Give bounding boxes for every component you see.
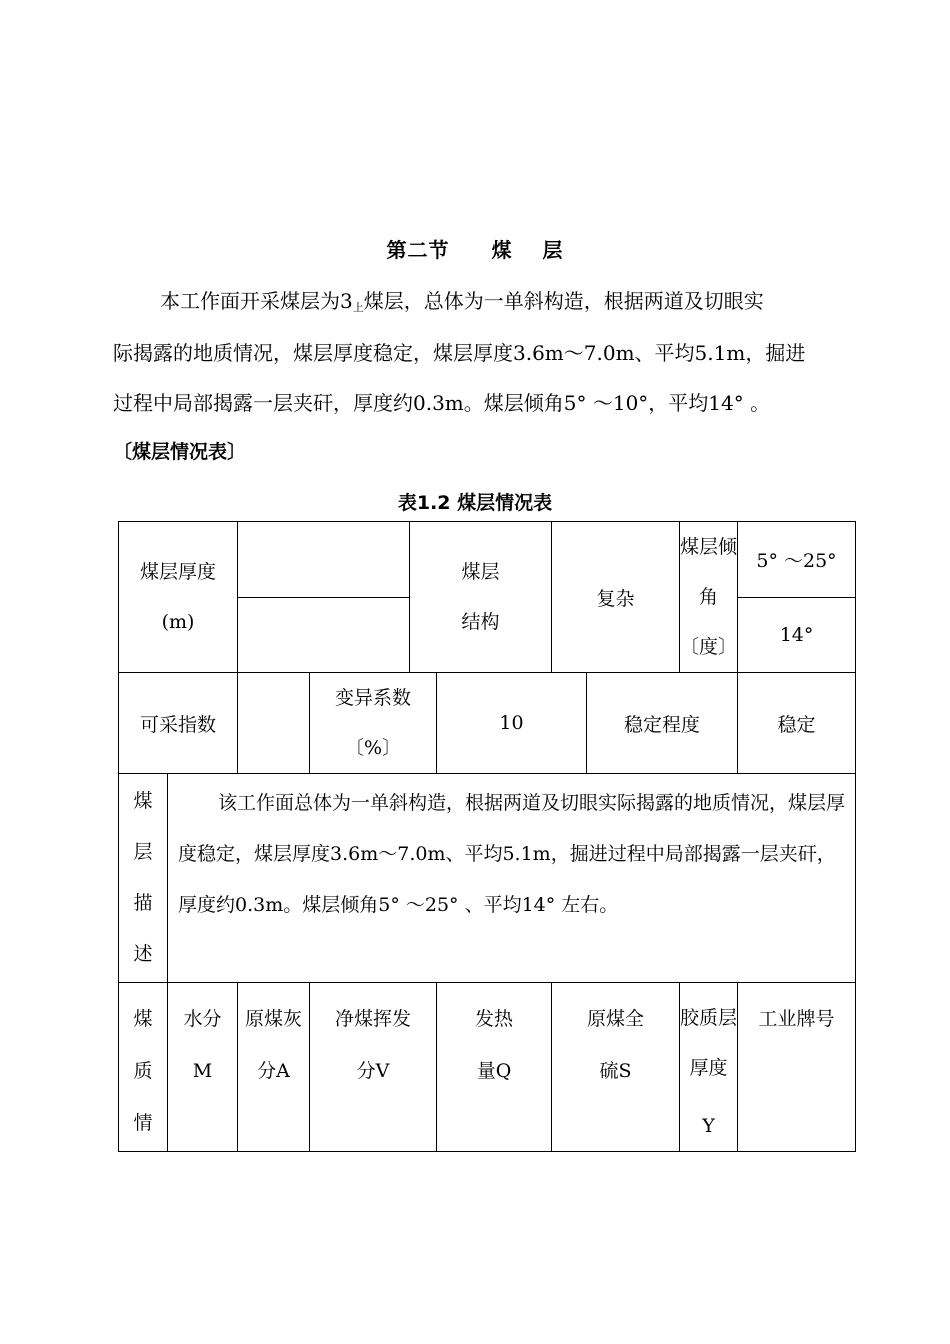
calorific-cell [437, 983, 552, 1152]
section-prefix: 第二节 [386, 238, 450, 262]
section-title [0, 234, 950, 263]
volatile-label: 净煤挥发 [335, 1008, 412, 1030]
quality-label-char: 质 [133, 1060, 153, 1082]
thickness-value-1 [238, 522, 410, 598]
quality-label-cell [119, 983, 168, 1152]
colloid-cell [680, 983, 738, 1152]
description-cell [168, 774, 856, 983]
colloid-label: 胶质层 [680, 1007, 738, 1029]
table-row [119, 522, 856, 598]
structure-label-2: 结构 [461, 611, 500, 633]
structure-label-cell [410, 522, 552, 673]
ash-cell [238, 983, 310, 1152]
stability-label: 稳定程度 [587, 673, 738, 774]
coal-seam-table [118, 521, 856, 1152]
paragraph-line-3: 过程中局部揭露一层夹矸，厚度约0.3m。煤层倾角5° ～10°，平均14° 。 [113, 391, 771, 415]
sulfur-cell [552, 983, 680, 1152]
seam-subscript: 上 [352, 301, 364, 314]
volatile-cell [310, 983, 437, 1152]
sulfur-label: 原煤全 [587, 1008, 645, 1030]
paragraph-line-1b: 煤层，总体为一单斜构造，根据两道及切眼实 [363, 289, 764, 313]
volatile-symbol: 分V [356, 1060, 390, 1082]
variation-value: 10 [437, 673, 587, 774]
paragraph-line-1 [160, 285, 764, 315]
paragraph-line-1a: 本工作面开采煤层为3 [160, 289, 353, 313]
thickness-value-2 [238, 597, 410, 673]
stability-value: 稳定 [738, 673, 856, 774]
moisture-symbol: M [192, 1060, 213, 1082]
variation-label: 变异系数 [335, 687, 412, 709]
variation-unit: 〔%〕 [344, 737, 402, 759]
structure-label-1: 煤层 [461, 561, 500, 583]
dip-label-cell [680, 522, 738, 673]
structure-value: 复杂 [552, 522, 680, 673]
colloid-label-2: 厚度 [689, 1057, 728, 1079]
description-label-cell [119, 774, 168, 983]
paragraph-line-2: 际揭露的地质情况，煤层厚度稳定，煤层厚度3.6m～7.0m、平均5.1m，掘进 [113, 341, 806, 365]
dip-average: 14° [738, 597, 856, 673]
description-text: 该工作面总体为一单斜构造，根据两道及切眼实际揭露的地质情况，煤层厚度稳定，煤层厚度3.6m～7.0m、平均5.1m，掘进过程中局部揭露一层夹矸，厚度约0.3m。煤层倾角5° ～25° 、平均14° 左右。 [178, 792, 846, 916]
sulfur-symbol: 硫S [599, 1060, 632, 1082]
description-label-char: 描 [133, 892, 153, 914]
description-label-char: 层 [133, 841, 153, 863]
minable-value [238, 673, 310, 774]
thickness-label: 煤层厚度 [140, 561, 217, 583]
quality-label-char: 情 [133, 1112, 153, 1134]
colloid-symbol: Y [702, 1115, 715, 1137]
ash-symbol: 分A [257, 1060, 290, 1082]
description-label-char: 述 [133, 943, 153, 965]
dip-range: 5° ～25° [738, 522, 856, 598]
calorific-label: 发热 [475, 1008, 514, 1030]
table-title: 表1.2 煤层情况表 [397, 492, 553, 514]
variation-label-cell [310, 673, 437, 774]
section-char-1: 煤 [491, 238, 513, 262]
section-char-2: 层 [542, 238, 564, 262]
dip-label: 煤层倾角 [680, 536, 738, 608]
grade-cell: 工业牌号 [738, 983, 856, 1152]
dip-unit: 〔度〕 [680, 636, 738, 658]
table-row [119, 983, 856, 1152]
table-row [119, 774, 856, 983]
table-reference: 〔煤层情况表〕 [113, 441, 247, 463]
quality-label-char: 煤 [133, 1008, 153, 1030]
ash-label: 原煤灰 [245, 1008, 303, 1030]
minable-label: 可采指数 [119, 673, 238, 774]
table-row [119, 673, 856, 774]
description-label-char: 煤 [133, 790, 153, 812]
moisture-label: 水分 [183, 1008, 222, 1030]
moisture-cell [168, 983, 238, 1152]
thickness-label-cell [119, 522, 238, 673]
calorific-symbol: 量Q [476, 1060, 512, 1082]
thickness-unit: (m) [161, 611, 195, 633]
